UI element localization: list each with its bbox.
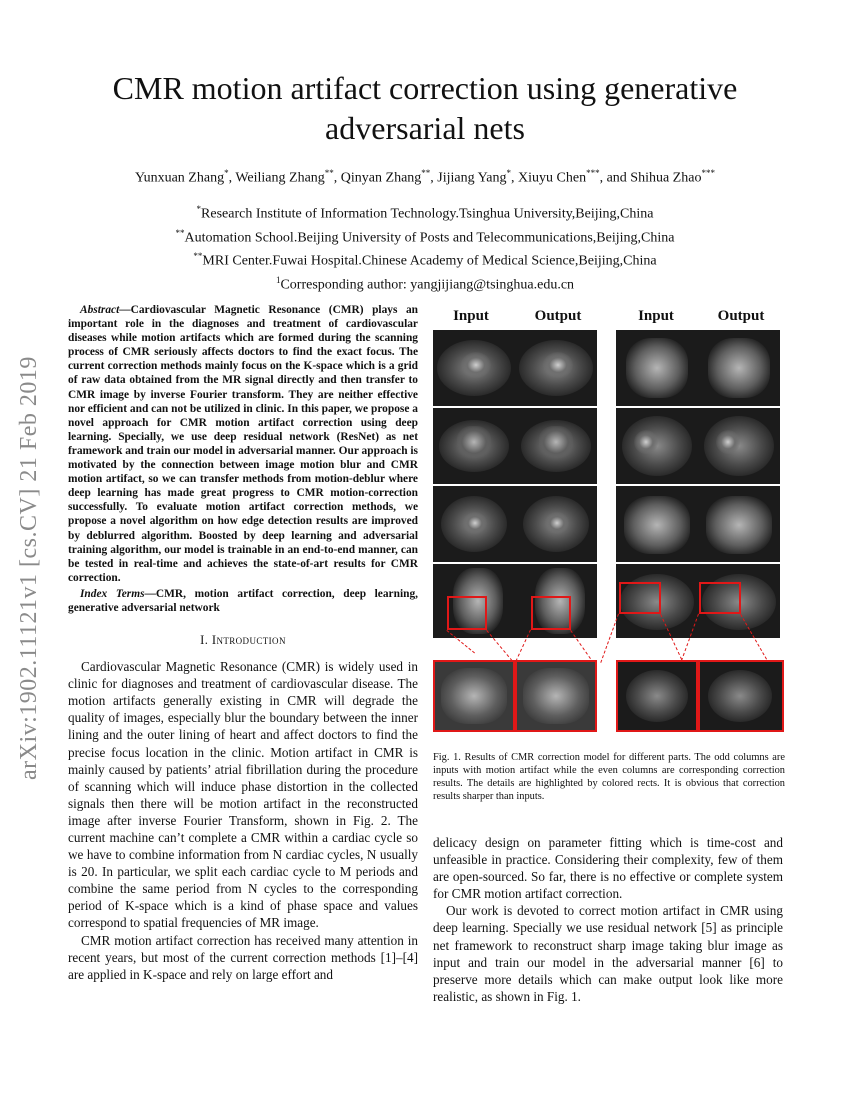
author-name: Jijiang Yang [437,170,507,186]
cmr-image [433,408,515,484]
zoomed-crop [698,660,784,732]
arxiv-identifier: arXiv:1902.11121v1 [cs.CV] 21 Feb 2019 [16,356,42,780]
affiliation-text: MRI Center.Fuwai Hospital.Chinese Academy of Medical Science,Beijing,China [202,253,657,269]
author-mark: *** [701,168,715,178]
cmr-image [433,486,515,562]
column-label-input: Input [453,308,489,324]
affiliation [60,247,790,271]
affiliation-text: Automation School.Beijing University of Posts and Telecommunications,Beijing,China [184,230,675,246]
author-mark: ** [421,168,431,178]
body-paragraph: delicacy design on parameter fitting which is time-cost and unfeasible in practice. Considering their complexity, few of them are open-sourced. So far, there is no effective or complete system for CMR motion artifact correction. [433,835,783,902]
cmr-image [515,486,597,562]
body-paragraph: Our work is devoted to correct motion artifact in CMR using deep learning. Specially we use residual network [5] as principle net framework to reconstruct sharp image taking blur image as input and train our model in the adversarial manner [6] to preserve more details which can make output look like more realistic, as shown in Fig. 1. [433,903,783,1004]
section-heading [68,633,418,648]
section-name: Introduction [211,633,286,648]
cmr-image [515,330,597,406]
author-name: Weiliang Zhang [235,170,325,186]
affiliation-mark: * [196,204,202,214]
author-mark: * [506,168,512,178]
abstract-label: Abstract [80,304,120,316]
affiliation [60,224,790,248]
section-number: I. [200,633,209,648]
body-paragraph: CMR motion artifact correction has received many attention in recent years, but most of the current correction methods [1]–[4] are applied in K-space and rely on large effort and [68,932,418,982]
index-terms [68,587,418,615]
zoomed-crop [433,660,515,732]
index-terms-label: Index Terms [80,587,145,600]
corresponding-author [60,271,790,295]
affiliation-mark: ** [175,227,185,238]
author-name: Qinyan Zhang [340,170,422,186]
zoomed-crop [616,660,698,732]
author-name: Shihua Zhao [630,170,702,186]
zoomed-crop [515,660,597,732]
cmr-image [698,330,780,406]
affiliation [60,200,790,224]
cmr-image [698,486,780,562]
zoom-connector [600,614,619,663]
index-terms-text: —CMR, motion artifact correction, deep learning, generative adversarial network [68,587,418,614]
highlight-rect [619,582,661,614]
affiliation-mark: 1 [275,274,281,285]
abstract-text: —Cardiovascular Magnetic Resonance (CMR) plays an important role in the diagnoses and treatment of cardiovascular diseases while motion artifacts which are formed during the scanning process of CMR seriously affects doctors to find the exact focus. The current correction methods mainly focus on the K-space which is a grid of raw data obtained from the MR signal directly and then transfer to CMR image by inverse Fourier transform. They are neither effective nor efficient and can not be utilized in clinic. In this paper, we propose a novel approach for CMR motion artifact correction using deep learning. Specially, we use deep residual network (ResNet) as net framework and train our model in adversarial manner. Our approach is motivated by the connection between image motion blur and CMR motion artifact, so we can transfer methods from motion-deblur where deep learning has made great progress to CMR motion-correction successfully. To evaluate motion artifact correction methods, we propose a novel algorithm on how edge detection results are improved by deblurred algorithm. Boosted by deep learning and adversarial training algorithm, our model is trainable in an end-to-end manner, can be tested in real-time and achieves the state-of-art results for CMR correction. [68,304,418,584]
cmr-image [433,330,515,406]
column-label-input: Input [638,308,674,324]
column-label-output: Output [717,308,765,324]
cmr-image [698,408,780,484]
body-paragraph: Cardiovascular Magnetic Resonance (CMR) is widely used in clinic for diagnoses and treatment of cardiovascular disease. The motion artifacts generally existing in CMR will degrade the quality of images, especially blur the boundary between the inner lining and the outer lining of heart and affect doctors to find the precise focus location in the clinic. Motion artifact in CMR is mainly caused by patients’ atrial fibrillation during the procedure of scanning which will induce phase distortion in the collected signals then there will be motion artifact in the reconstructed image after inverse Fourier Transform, shown in Fig. 2. The current machine can’t complete a CMR within a cardiac cycle so we have to combine information from N cardiac cycles, N usually is 20. In particular, we split each cardiac cycle to M periods and combine the same period from N cycles to the corresponding period of K-space which is a kind of phase space and values correspond to spatial frequencies of MR image. [68,659,418,931]
figure-caption: Fig. 1. Results of CMR correction model for different parts. The odd columns are inputs with motion artifact while the even columns are corresponding correction results. The details are highlighted by colored rects. It is obvious that correction results sharper than inputs. [433,752,785,802]
cmr-image [616,330,698,406]
column-label-output: Output [534,308,582,324]
affiliation-list [60,200,790,295]
figure-1 [433,302,787,742]
cmr-image [616,408,698,484]
left-column [68,303,418,983]
right-column [433,834,783,1005]
cmr-image [515,408,597,484]
author-name: Yunxuan Zhang [135,170,225,186]
affiliation-mark: ** [193,251,203,262]
author-mark: *** [586,168,600,178]
paper-title: CMR motion artifact correction using generative adversarial nets [112,70,738,146]
affiliation-text: Research Institute of Information Technology.Tsinghua University,Beijing,China [201,206,654,222]
cmr-image [616,486,698,562]
author-name: Xiuyu Chen [518,170,587,186]
abstract [68,303,418,585]
author-mark: * [224,168,229,178]
author-mark: ** [324,168,334,178]
author-list: Yunxuan Zhang*, Weiliang Zhang**, Qinyan Zhang**, Jijiang Yang*, Xiuyu Chen***, and Shihua Zhao*** [135,168,715,186]
highlight-rect [531,596,571,630]
affiliation-text: Corresponding author: yangjijiang@tsinghua.edu.cn [280,277,575,293]
highlight-rect [447,596,487,630]
highlight-rect [699,582,741,614]
